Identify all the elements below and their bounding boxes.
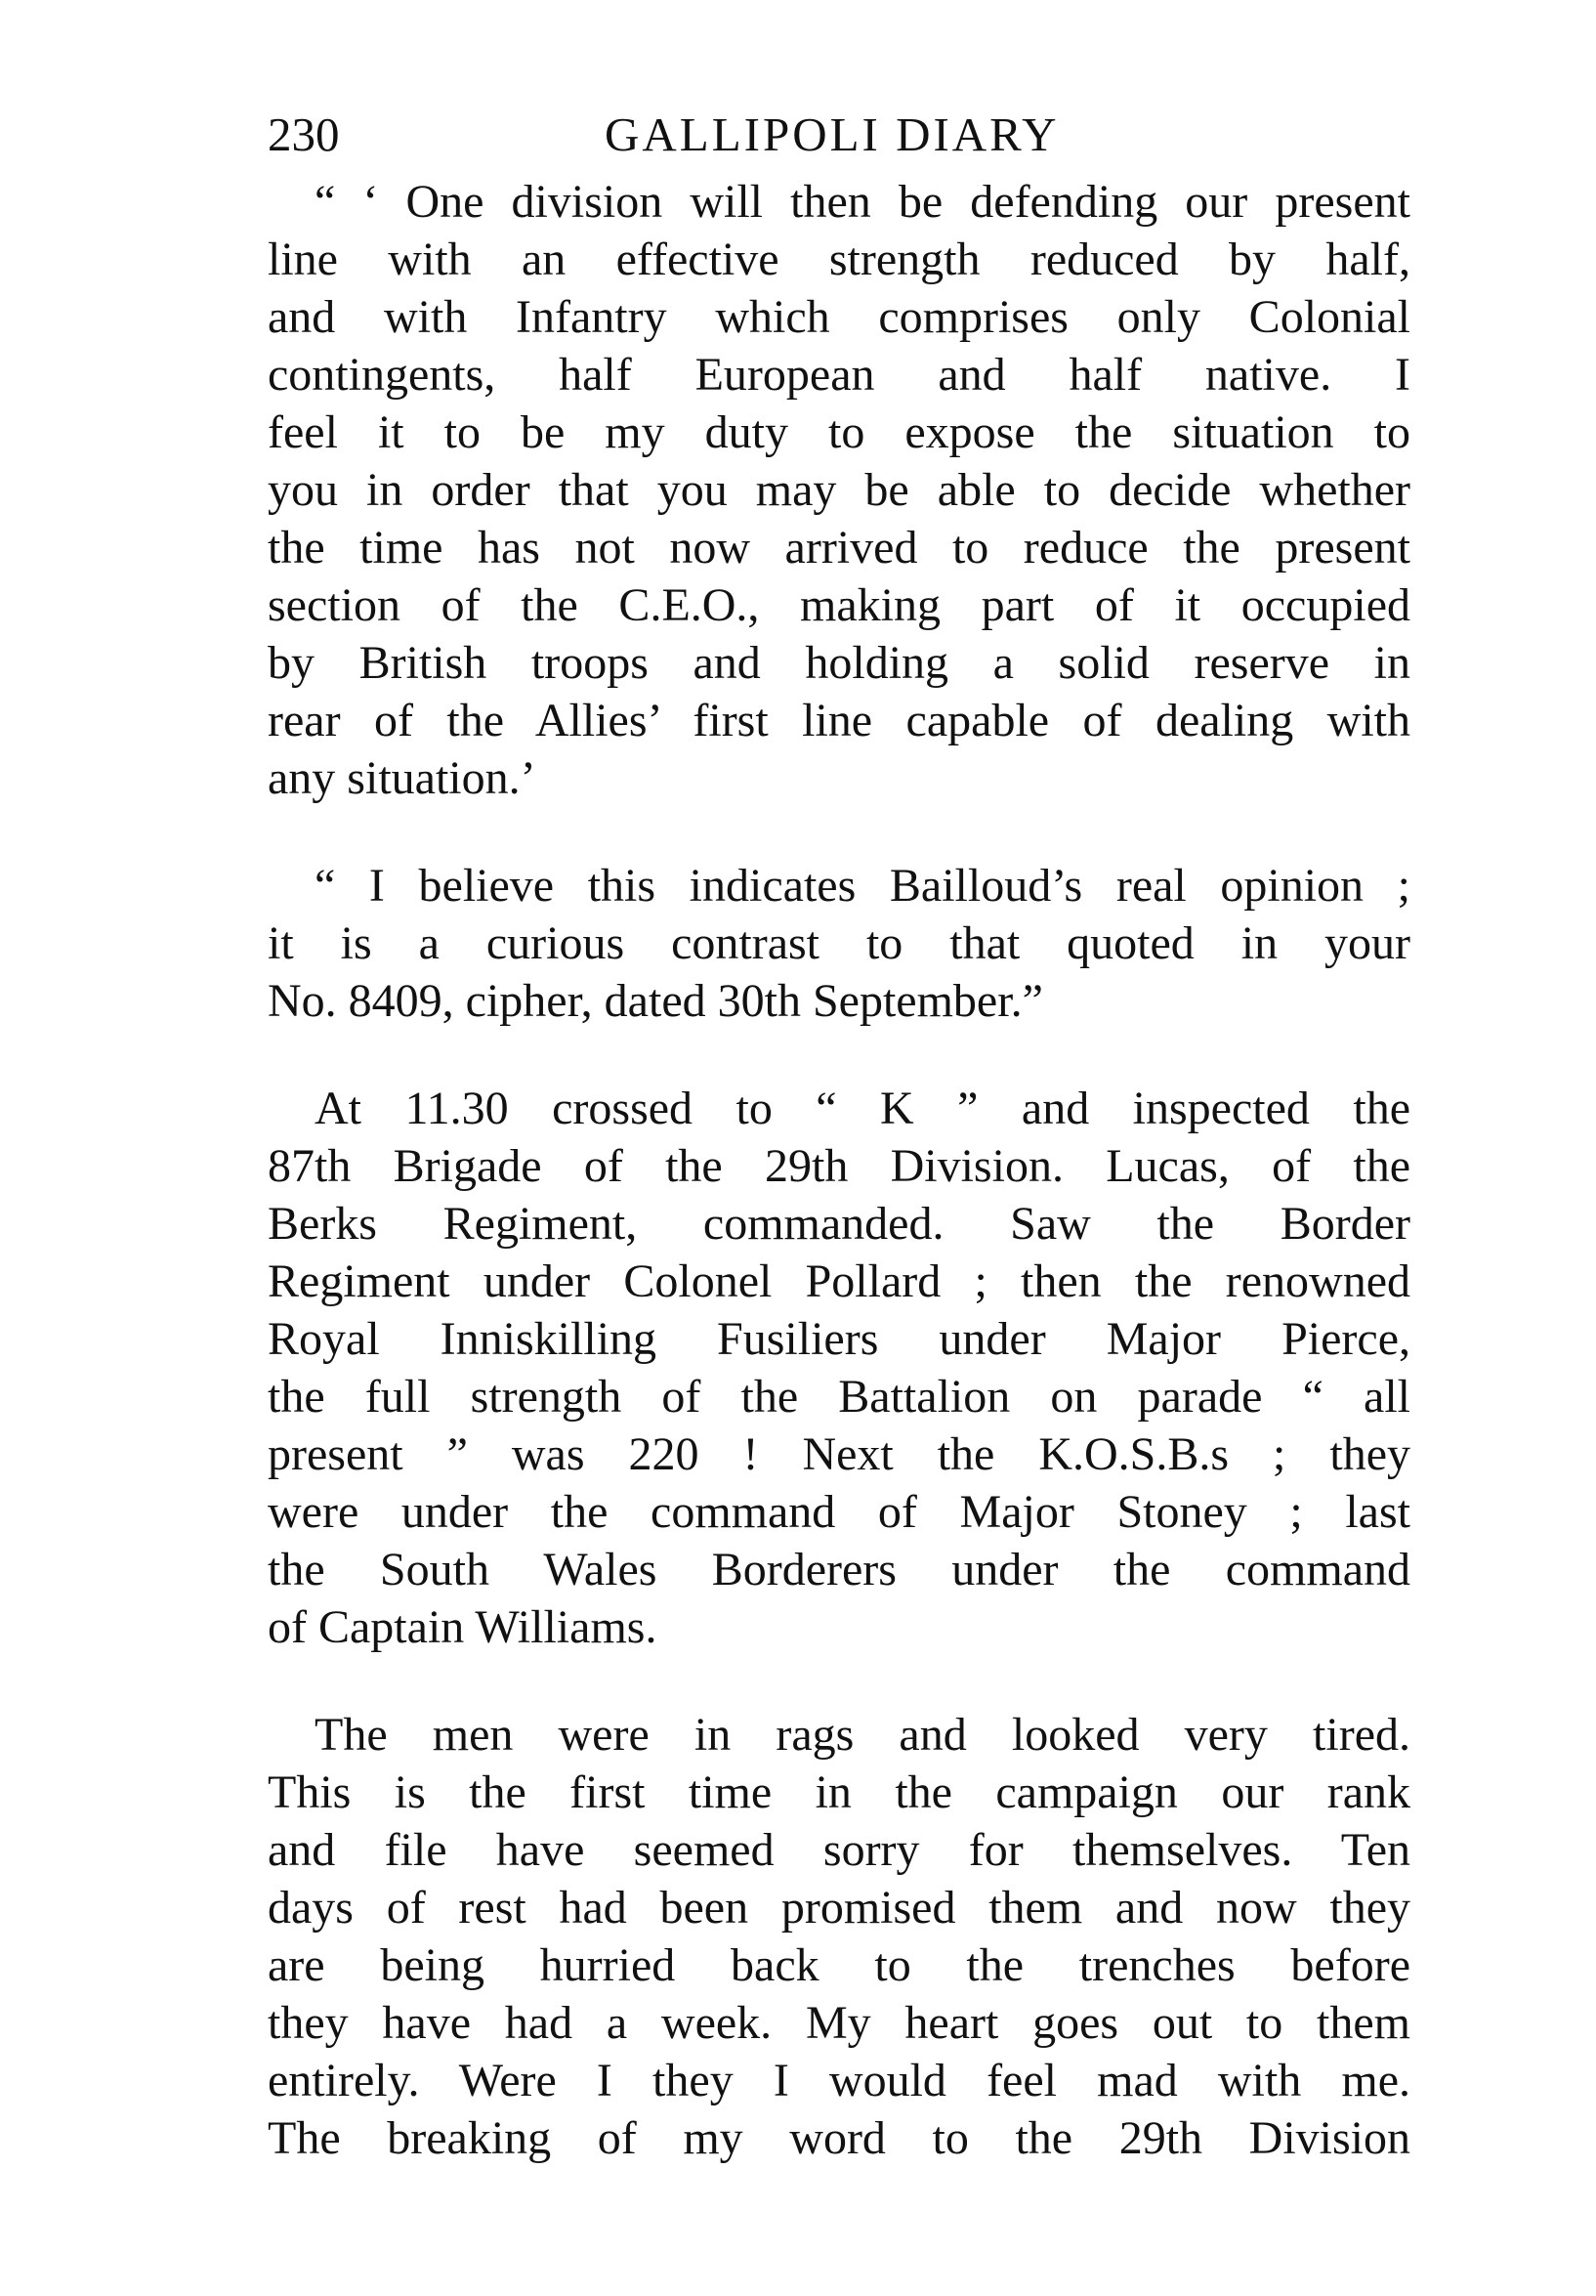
text-line: days of rest had been promised them and now they [268, 1882, 1410, 1934]
text-line: the full strength of the Battalion on parade “ all [268, 1371, 1410, 1423]
text-line: present ” was 220 ! Next the K.O.S.B.s ; they [268, 1428, 1410, 1480]
text-line: “ ‘ One division will then be defending our present [315, 176, 1410, 228]
text-line: the South Wales Borderers under the command [268, 1544, 1410, 1595]
text-line: they have had a week. My heart goes out to them [268, 1997, 1410, 2049]
text-line: Berks Regiment, commanded. Saw the Border [268, 1198, 1410, 1250]
text-line: entirely. Were I they I would feel mad with me. [268, 2055, 1410, 2106]
text-line: rear of the Allies’ first line capable of dealing with [268, 695, 1410, 746]
text-line: section of the C.E.O., making part of it occupied [268, 579, 1410, 631]
text-line: This is the first time in the campaign our rank [268, 1766, 1410, 1818]
text-line: were under the command of Major Stoney ; last [268, 1486, 1410, 1538]
text-line: “ I believe this indicates Bailloud’s real opinion ; [315, 860, 1410, 912]
text-line: are being hurried back to the trenches before [268, 1939, 1410, 1991]
text-line: Regiment under Colonel Pollard ; then the renowned [268, 1255, 1410, 1307]
text-line: The breaking of my word to the 29th Division [268, 2112, 1410, 2164]
text-line: of Captain Williams. [268, 1601, 657, 1653]
text-line: the time has not now arrived to reduce the present [268, 522, 1410, 574]
text-line: feel it to be my duty to expose the situation to [268, 406, 1410, 458]
page-header [268, 106, 1410, 164]
text-line: No. 8409, cipher, dated 30th September.” [268, 975, 1043, 1027]
text-line: line with an effective strength reduced by half, [268, 234, 1410, 285]
text-line: it is a curious contrast to that quoted in your [268, 917, 1410, 969]
text-line: and file have seemed sorry for themselves. Ten [268, 1824, 1410, 1876]
text-line: At 11.30 crossed to “ K ” and inspected the [315, 1083, 1410, 1134]
running-head: GALLIPOLI DIARY [605, 107, 1060, 161]
text-line: 87th Brigade of the 29th Division. Lucas, of the [268, 1140, 1410, 1192]
text-line: contingents, half European and half native. I [268, 349, 1410, 401]
text-line: by British troops and holding a solid reserve in [268, 637, 1410, 689]
text-line: you in order that you may be able to decide whether [268, 464, 1410, 516]
text-line: and with Infantry which comprises only Colonial [268, 291, 1410, 343]
text-line: Royal Inniskilling Fusiliers under Major Pierce, [268, 1313, 1410, 1365]
page-number: 230 [268, 107, 340, 161]
text-line: any situation.’ [268, 752, 536, 804]
text-line: The men were in rags and looked very tired. [315, 1709, 1410, 1761]
